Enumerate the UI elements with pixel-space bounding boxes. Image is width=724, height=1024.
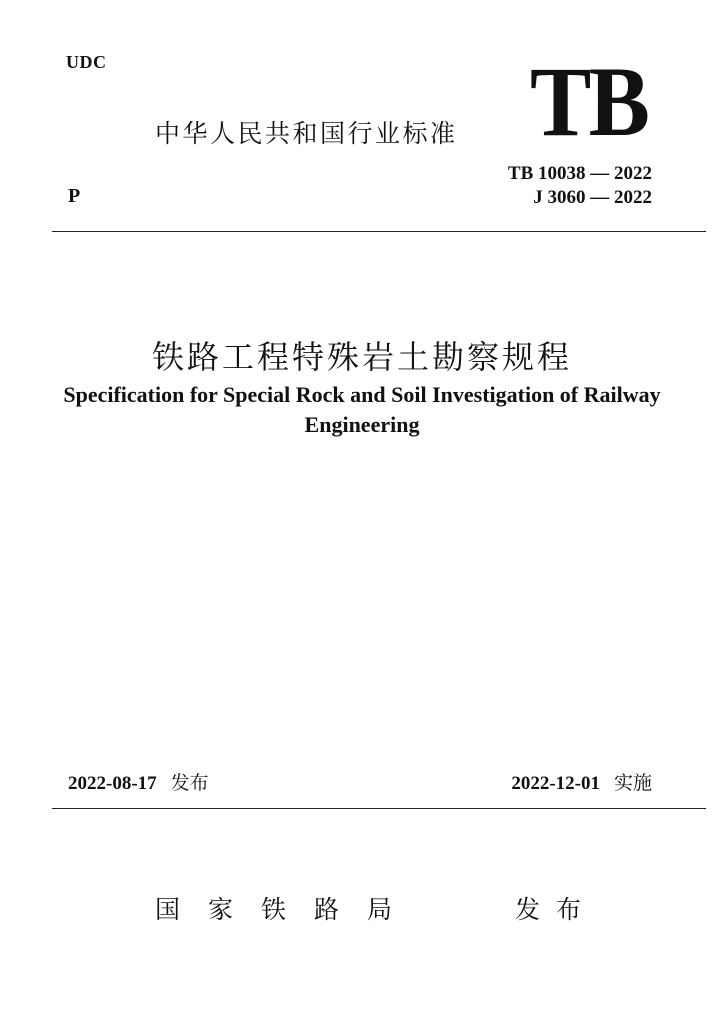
effective-date-block xyxy=(511,768,652,795)
national-standard-heading: 中华人民共和国行业标准 xyxy=(155,119,458,148)
publisher-name: 国家铁路局 xyxy=(155,895,421,924)
effective-date: 2022-12-01 xyxy=(511,773,600,794)
issue-label: 发布 xyxy=(170,772,209,794)
bottom-divider xyxy=(52,808,706,809)
title-english: Specification for Special Rock and Soil Investigation of Railway Engineering xyxy=(63,382,661,437)
standard-number-j: J 3060 — 2022 xyxy=(533,187,652,208)
effective-label: 实施 xyxy=(613,772,652,794)
tb-logo: TB xyxy=(530,46,648,157)
udc-label: UDC xyxy=(66,52,107,72)
issue-date: 2022-08-17 xyxy=(68,773,157,794)
category-code: P xyxy=(68,185,81,207)
publish-label: 发布 xyxy=(515,895,598,924)
title-chinese: 铁路工程特殊岩土勘察规程 xyxy=(151,338,572,376)
standard-numbers xyxy=(508,162,652,210)
standard-number-tb: TB 10038 — 2022 xyxy=(507,163,652,184)
issue-date-block xyxy=(68,768,209,795)
top-divider xyxy=(52,231,706,232)
